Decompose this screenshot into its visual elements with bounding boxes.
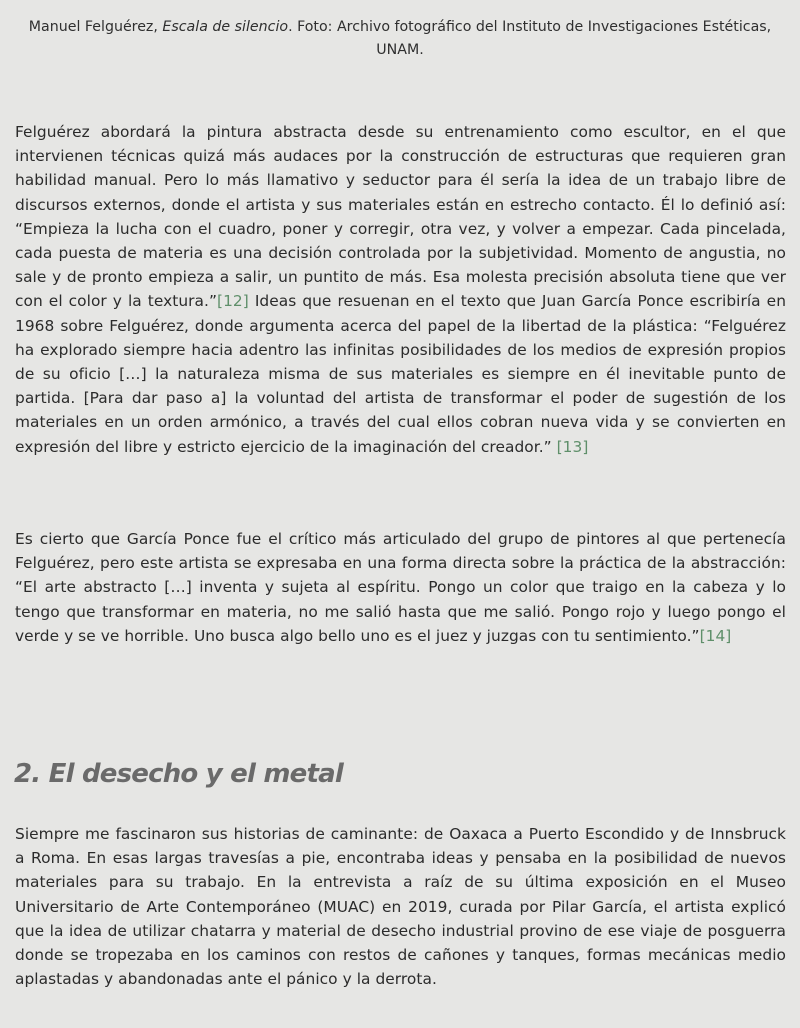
body-paragraph-2 [15, 527, 786, 648]
paragraph-text: Ideas que resuenan en el texto que Juan García Ponce escribiría en 1968 sobre Felguérez, donde argumenta acerca del papel de la libertad de la plástica: “Felguérez ha explorado siempre hacia adentro las infinitas posibilidades de los medios de expresión propios de su oficio […] la naturaleza misma de sus materiales es siempre en él inevitable punto de partida. [Para dar paso a] la voluntad del artista de transformar el poder de sugestión de los materiales en un orden armónico, a través del cual ellos cobran nueva vida y se convierten en expresión del libre y estricto ejercicio de la imaginación del creador.” [15, 292, 787, 456]
caption-work-title: Escala de silencio [162, 19, 289, 35]
body-paragraph-1 [15, 120, 786, 459]
caption-author: Manuel Felguérez, [28, 19, 163, 35]
body-paragraph-3 [15, 822, 786, 991]
section-heading: 2. El desecho y el metal [14, 759, 343, 789]
footnote-link-14[interactable]: [14] [699, 626, 732, 645]
footnote-link-12[interactable]: [12] [217, 292, 249, 311]
paragraph-text: Siempre me fascinaron sus historias de caminante: de Oaxaca a Puerto Escondido y de Innsbruck a Roma. En esas largas travesías a pie, encontraba ideas y pensaba en la posibilidad de nuevos materiales para su trabajo. En la entrevista a raíz de su última exposición en el Museo Universitario de Arte Contemporáneo (MUAC) en 2019, curada por Pilar García, el artista explicó que la idea de utilizar chatarra y material de desecho industrial provino de ese viaje de posguerra donde se tropezaba en los caminos con restos de cañones y tanques, formas mecánicas medio aplastadas y abandonadas ante el pánico y la derrota. [15, 825, 786, 989]
paragraph-text: Felguérez abordará la pintura abstracta desde su entrenamiento como escultor, en el que intervienen técnicas quizá más audaces por la construcción de estructuras que requieren gran habilidad manual. Pero lo más llamativo y seductor para él sería la idea de un trabajo libre de discursos externos, donde el artista y sus materiales están en estrecho contacto. Él lo definió así: “Empieza la lucha con el cuadro, poner y corregir, otra vez, y volver a empezar. Cada pincelada, cada puesta de materia es una decisión controlada por la subjetividad. Momento de angustia, no sale y de pronto empieza a salir, un puntito de más. Esa molesta precisión absoluta tiene que ver con el color y la textura.” [15, 123, 786, 311]
footnote-link-13[interactable]: [13] [556, 437, 589, 456]
image-caption [24, 16, 776, 62]
paragraph-text: Es cierto que García Ponce fue el crítico más articulado del grupo de pintores al que pertenecía Felguérez, pero este artista se expresaba en una forma directa sobre la práctica de la abstracción: “El arte abstracto […] inventa y sujeta al espíritu. Pongo un color que traigo en la cabeza y lo tengo que transformar en materia, no me salió hasta que me salió. Pongo rojo y luego pongo el verde y se ve horrible. Uno busca algo bello uno es el juez y juzgas con tu sentimiento.” [15, 530, 786, 645]
caption-credit: . Foto: Archivo fotográfico del Instituto de Investigaciones Estéticas, UNAM. [288, 19, 772, 58]
